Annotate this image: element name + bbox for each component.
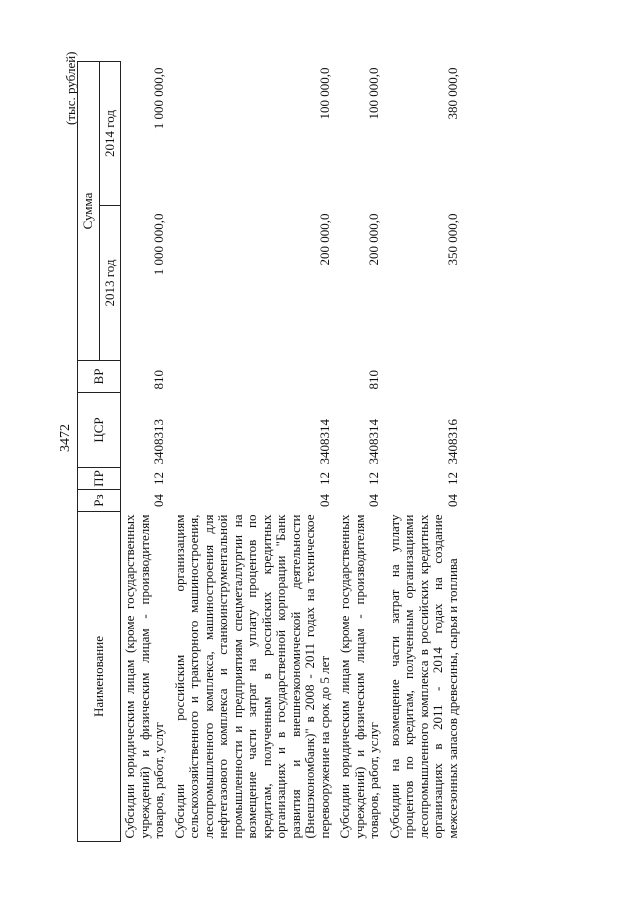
header-pr: ПР bbox=[78, 468, 121, 490]
row-2014: 100 000,0 bbox=[366, 67, 381, 120]
row-pr: 12 bbox=[316, 472, 332, 485]
header-2013: 2013 год bbox=[99, 206, 121, 361]
row-rz: 04 bbox=[444, 494, 460, 507]
row-name: Субсидии юридическим лицам (кроме государственных учреждений) и физическим лицам - производителям товаров, работ, услуг bbox=[337, 514, 381, 839]
row-csr: 3408314 bbox=[366, 419, 381, 465]
row-csr: 3408316 bbox=[444, 419, 460, 465]
row-vr: 810 bbox=[366, 370, 381, 390]
header-2014: 2014 год bbox=[99, 62, 121, 206]
header-sum: Сумма bbox=[78, 62, 100, 361]
header-vr: ВР bbox=[78, 361, 121, 393]
row-vr bbox=[171, 361, 337, 393]
row-pr: 12 bbox=[151, 472, 166, 485]
header-row bbox=[78, 62, 100, 842]
row-2013: 200 000,0 bbox=[316, 213, 332, 266]
row-rz: 04 bbox=[151, 494, 166, 507]
budget-table bbox=[77, 61, 464, 842]
table-row bbox=[121, 62, 171, 842]
table-row bbox=[171, 62, 337, 842]
page-number: 3472 bbox=[58, 424, 73, 452]
row-2013: 200 000,0 bbox=[366, 213, 381, 266]
header-rz: Рз bbox=[78, 490, 121, 512]
row-2014: 380 000,0 bbox=[444, 67, 460, 120]
row-rz: 04 bbox=[316, 494, 332, 507]
row-2014: 1 000 000,0 bbox=[151, 67, 166, 130]
row-2013: 1 000 000,0 bbox=[151, 213, 166, 276]
header-csr: ЦСР bbox=[78, 393, 121, 468]
row-2013: 350 000,0 bbox=[444, 213, 460, 266]
row-pr: 12 bbox=[444, 472, 460, 485]
row-rz: 04 bbox=[366, 494, 381, 507]
table-row bbox=[386, 62, 465, 842]
row-name: Субсидии российским организациям сельскохозяйственного и тракторного машиностроения, лесопромышленного комплекса, машиностроения для нефтегазового комплекса и станкоинструментальной промышленности и предприятиям спецметаллургии на возмещение части затрат на уплату процентов по кредитам, полученным в российских кредитных организациях и в государственной корпорации "Банк развития и внешнеэкономической деятельности (Внешэкономбанк)" в 2008 - 2011 годах на техническое перевооружение на срок до 5 лет bbox=[171, 514, 332, 839]
header-name: Наименование bbox=[78, 512, 121, 842]
row-vr: 810 bbox=[151, 370, 166, 390]
row-name: Субсидии юридическим лицам (кроме государственных учреждений) и физическим лицам - производителям товаров, работ, услуг bbox=[122, 514, 166, 839]
row-vr bbox=[386, 361, 465, 393]
row-pr: 12 bbox=[366, 472, 381, 485]
row-2014: 100 000,0 bbox=[316, 67, 332, 120]
units-label: (тыс. рублей) bbox=[63, 51, 78, 125]
table-row bbox=[336, 62, 386, 842]
row-csr: 3408314 bbox=[316, 419, 332, 465]
row-name: Субсидии на возмещение части затрат на уплату процентов по кредитам, полученным организациями лесопромышленного комплекса в российских кредитных организациях в 2011 - 2014 годах на создание межсезонных запасов древесины, сырья и топлива bbox=[386, 514, 460, 839]
row-csr: 3408313 bbox=[151, 419, 166, 465]
